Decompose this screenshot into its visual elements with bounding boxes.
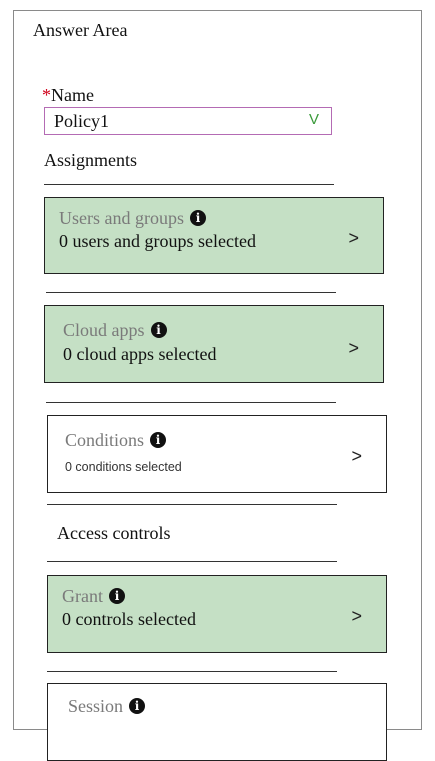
answer-area-panel — [13, 10, 422, 730]
users-and-groups-title-text: Users and groups — [59, 208, 184, 228]
divider — [46, 292, 336, 293]
grant-subtitle: 0 controls selected — [62, 609, 196, 629]
users-and-groups-card[interactable] — [44, 197, 384, 274]
session-title — [68, 696, 145, 717]
required-asterisk: * — [42, 85, 51, 105]
chevron-right-icon[interactable]: > — [348, 338, 359, 358]
info-icon[interactable]: i — [190, 210, 206, 226]
chevron-down-icon[interactable]: V — [308, 111, 319, 128]
cloud-apps-title-text: Cloud apps — [63, 320, 145, 340]
divider — [47, 561, 337, 562]
name-select[interactable] — [44, 107, 332, 135]
conditions-card[interactable] — [47, 415, 387, 493]
info-icon[interactable]: i — [151, 322, 167, 338]
assignments-heading: Assignments — [44, 150, 138, 170]
session-title-text: Session — [68, 696, 124, 716]
conditions-subtitle: 0 conditions selected — [65, 460, 182, 474]
cloud-apps-card[interactable] — [44, 305, 384, 383]
access-controls-heading: Access controls — [57, 523, 171, 543]
answer-area-title: Answer Area — [33, 20, 128, 40]
info-icon[interactable]: i — [129, 698, 145, 714]
divider — [44, 184, 334, 185]
name-label — [42, 85, 94, 106]
chevron-right-icon[interactable]: > — [351, 606, 362, 626]
grant-title-text: Grant — [62, 586, 103, 606]
conditions-title-text: Conditions — [65, 430, 145, 450]
conditions-title — [65, 430, 166, 451]
name-label-text: Name — [51, 85, 94, 105]
grant-title — [62, 586, 125, 607]
grant-card[interactable] — [47, 575, 387, 653]
cloud-apps-subtitle: 0 cloud apps selected — [63, 344, 217, 364]
divider — [47, 671, 337, 672]
chevron-right-icon[interactable]: > — [351, 446, 362, 466]
name-value: Policy1 — [54, 111, 110, 131]
users-and-groups-title — [59, 208, 206, 229]
info-icon[interactable]: i — [150, 432, 166, 448]
users-and-groups-subtitle: 0 users and groups selected — [59, 231, 256, 251]
divider — [47, 504, 337, 505]
info-icon[interactable]: i — [109, 588, 125, 604]
divider — [46, 402, 336, 403]
chevron-right-icon[interactable]: > — [348, 228, 359, 248]
cloud-apps-title — [63, 320, 167, 341]
session-card[interactable] — [47, 683, 387, 761]
